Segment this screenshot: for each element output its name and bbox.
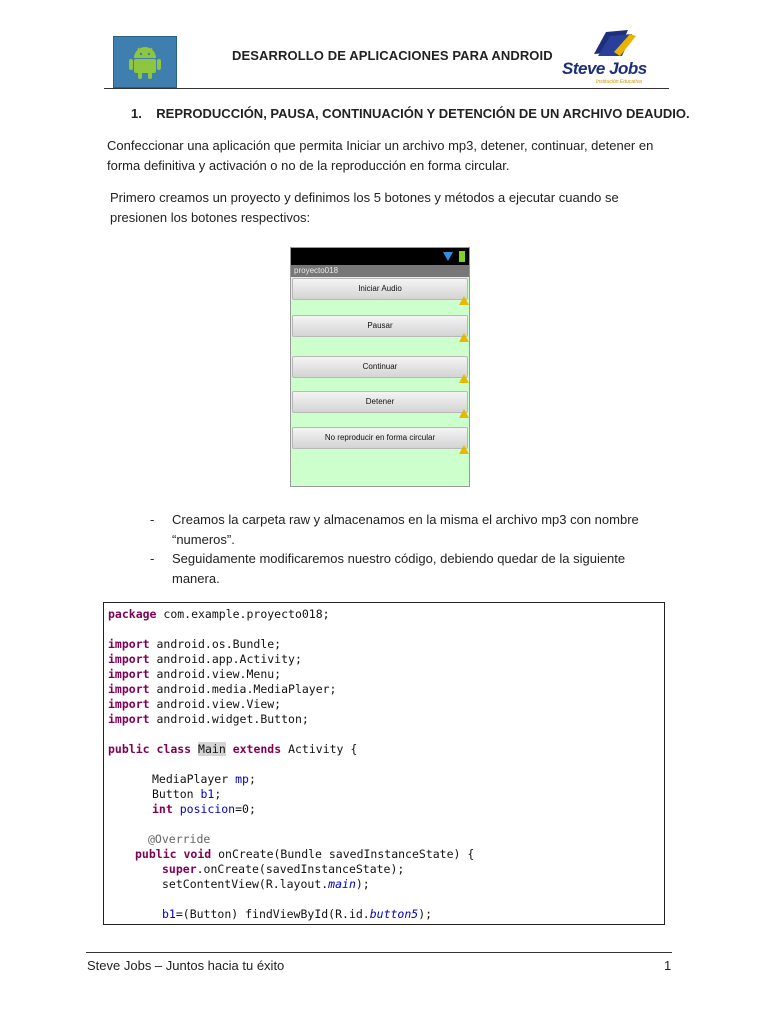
button-label: No reproducir en forma circular xyxy=(324,433,436,442)
paragraph-buttons: Primero creamos un proyecto y definimos los 5 botones y métodos a ejecutar cuando se presionen los botones respectivos: xyxy=(110,190,619,225)
brand-name: Steve Jobs xyxy=(562,59,647,78)
brand-tagline: Institución Educativa xyxy=(596,79,642,85)
code-line-field: Button b1; xyxy=(152,787,222,801)
continue-button[interactable] xyxy=(292,356,468,378)
circular-toggle-button[interactable] xyxy=(292,427,468,449)
code-line-import: import android.view.View; xyxy=(108,697,282,711)
pause-button[interactable] xyxy=(292,315,468,337)
android-screenshot xyxy=(290,247,470,487)
android-robot-icon xyxy=(125,42,165,82)
warning-icon xyxy=(459,333,469,342)
code-line-import: import android.media.MediaPlayer; xyxy=(108,682,337,696)
code-line-import: import android.os.Bundle; xyxy=(108,637,282,651)
code-line-setcontent: setContentView(R.layout.main); xyxy=(162,877,370,891)
button-label: Detener xyxy=(365,397,395,406)
header-divider xyxy=(104,88,669,89)
battery-icon xyxy=(459,251,465,262)
start-audio-button[interactable] xyxy=(292,278,468,300)
header-title: DESARROLLO DE APLICACIONES PARA ANDROID xyxy=(232,48,553,63)
code-line-import: import android.view.Menu; xyxy=(108,667,282,681)
page-number: 1 xyxy=(664,958,672,973)
code-line-method: public void onCreate(Bundle savedInstanceState) { xyxy=(135,847,475,861)
section-heading xyxy=(131,106,690,121)
code-line-import: import android.widget.Button; xyxy=(108,712,309,726)
warning-icon xyxy=(459,409,469,418)
footer-divider xyxy=(86,952,672,953)
steve-jobs-logo xyxy=(560,28,650,85)
code-line-import: import android.app.Activity; xyxy=(108,652,302,666)
stop-button[interactable] xyxy=(292,391,468,413)
code-line-field: int posicion=0; xyxy=(152,802,256,816)
bullet-dash: - xyxy=(150,551,155,566)
code-line-annotation: @Override xyxy=(148,832,211,846)
section-title: REPRODUCCIÓN, PAUSA, CONTINUACIÓN Y DETENCIÓN DE UN ARCHIVO DEAUDIO. xyxy=(156,106,690,121)
code-line-findview: b1=(Button) findViewById(R.id.button5); xyxy=(162,907,433,921)
warning-icon xyxy=(459,296,469,305)
bullet-dash: - xyxy=(150,512,155,527)
bullet-text: Creamos la carpeta raw y almacenamos en la misma el archivo mp3 con nombre “numeros”. xyxy=(172,512,639,547)
wifi-icon xyxy=(443,252,453,261)
bullet-text: Seguidamente modificaremos nuestro código, debiendo quedar de la siguiente manera. xyxy=(172,551,626,586)
code-line-package: package com.example.proyecto018; xyxy=(108,607,330,621)
android-logo xyxy=(113,36,177,88)
paragraph-intro: Confeccionar una aplicación que permita Iniciar un archivo mp3, detener, continuar, detener en forma definitiva y activación o no de la reproducción en forma circular. xyxy=(107,138,654,173)
code-line-class: public class Main extends Activity { xyxy=(108,742,358,756)
button-label: Pausar xyxy=(367,321,393,330)
warning-icon xyxy=(459,445,469,454)
book-logo-icon xyxy=(584,28,644,60)
warning-icon xyxy=(459,374,469,383)
button-label: Continuar xyxy=(362,362,398,371)
code-listing xyxy=(103,602,665,925)
button-label: Iniciar Audio xyxy=(358,284,402,293)
section-number: 1. xyxy=(131,106,142,121)
app-title-bar: proyecto018 xyxy=(291,265,469,277)
code-line-super: super.onCreate(savedInstanceState); xyxy=(162,862,405,876)
footer-text: Steve Jobs – Juntos hacia tu éxito xyxy=(87,958,285,973)
status-bar xyxy=(291,248,469,265)
code-line-field: MediaPlayer mp; xyxy=(152,772,256,786)
